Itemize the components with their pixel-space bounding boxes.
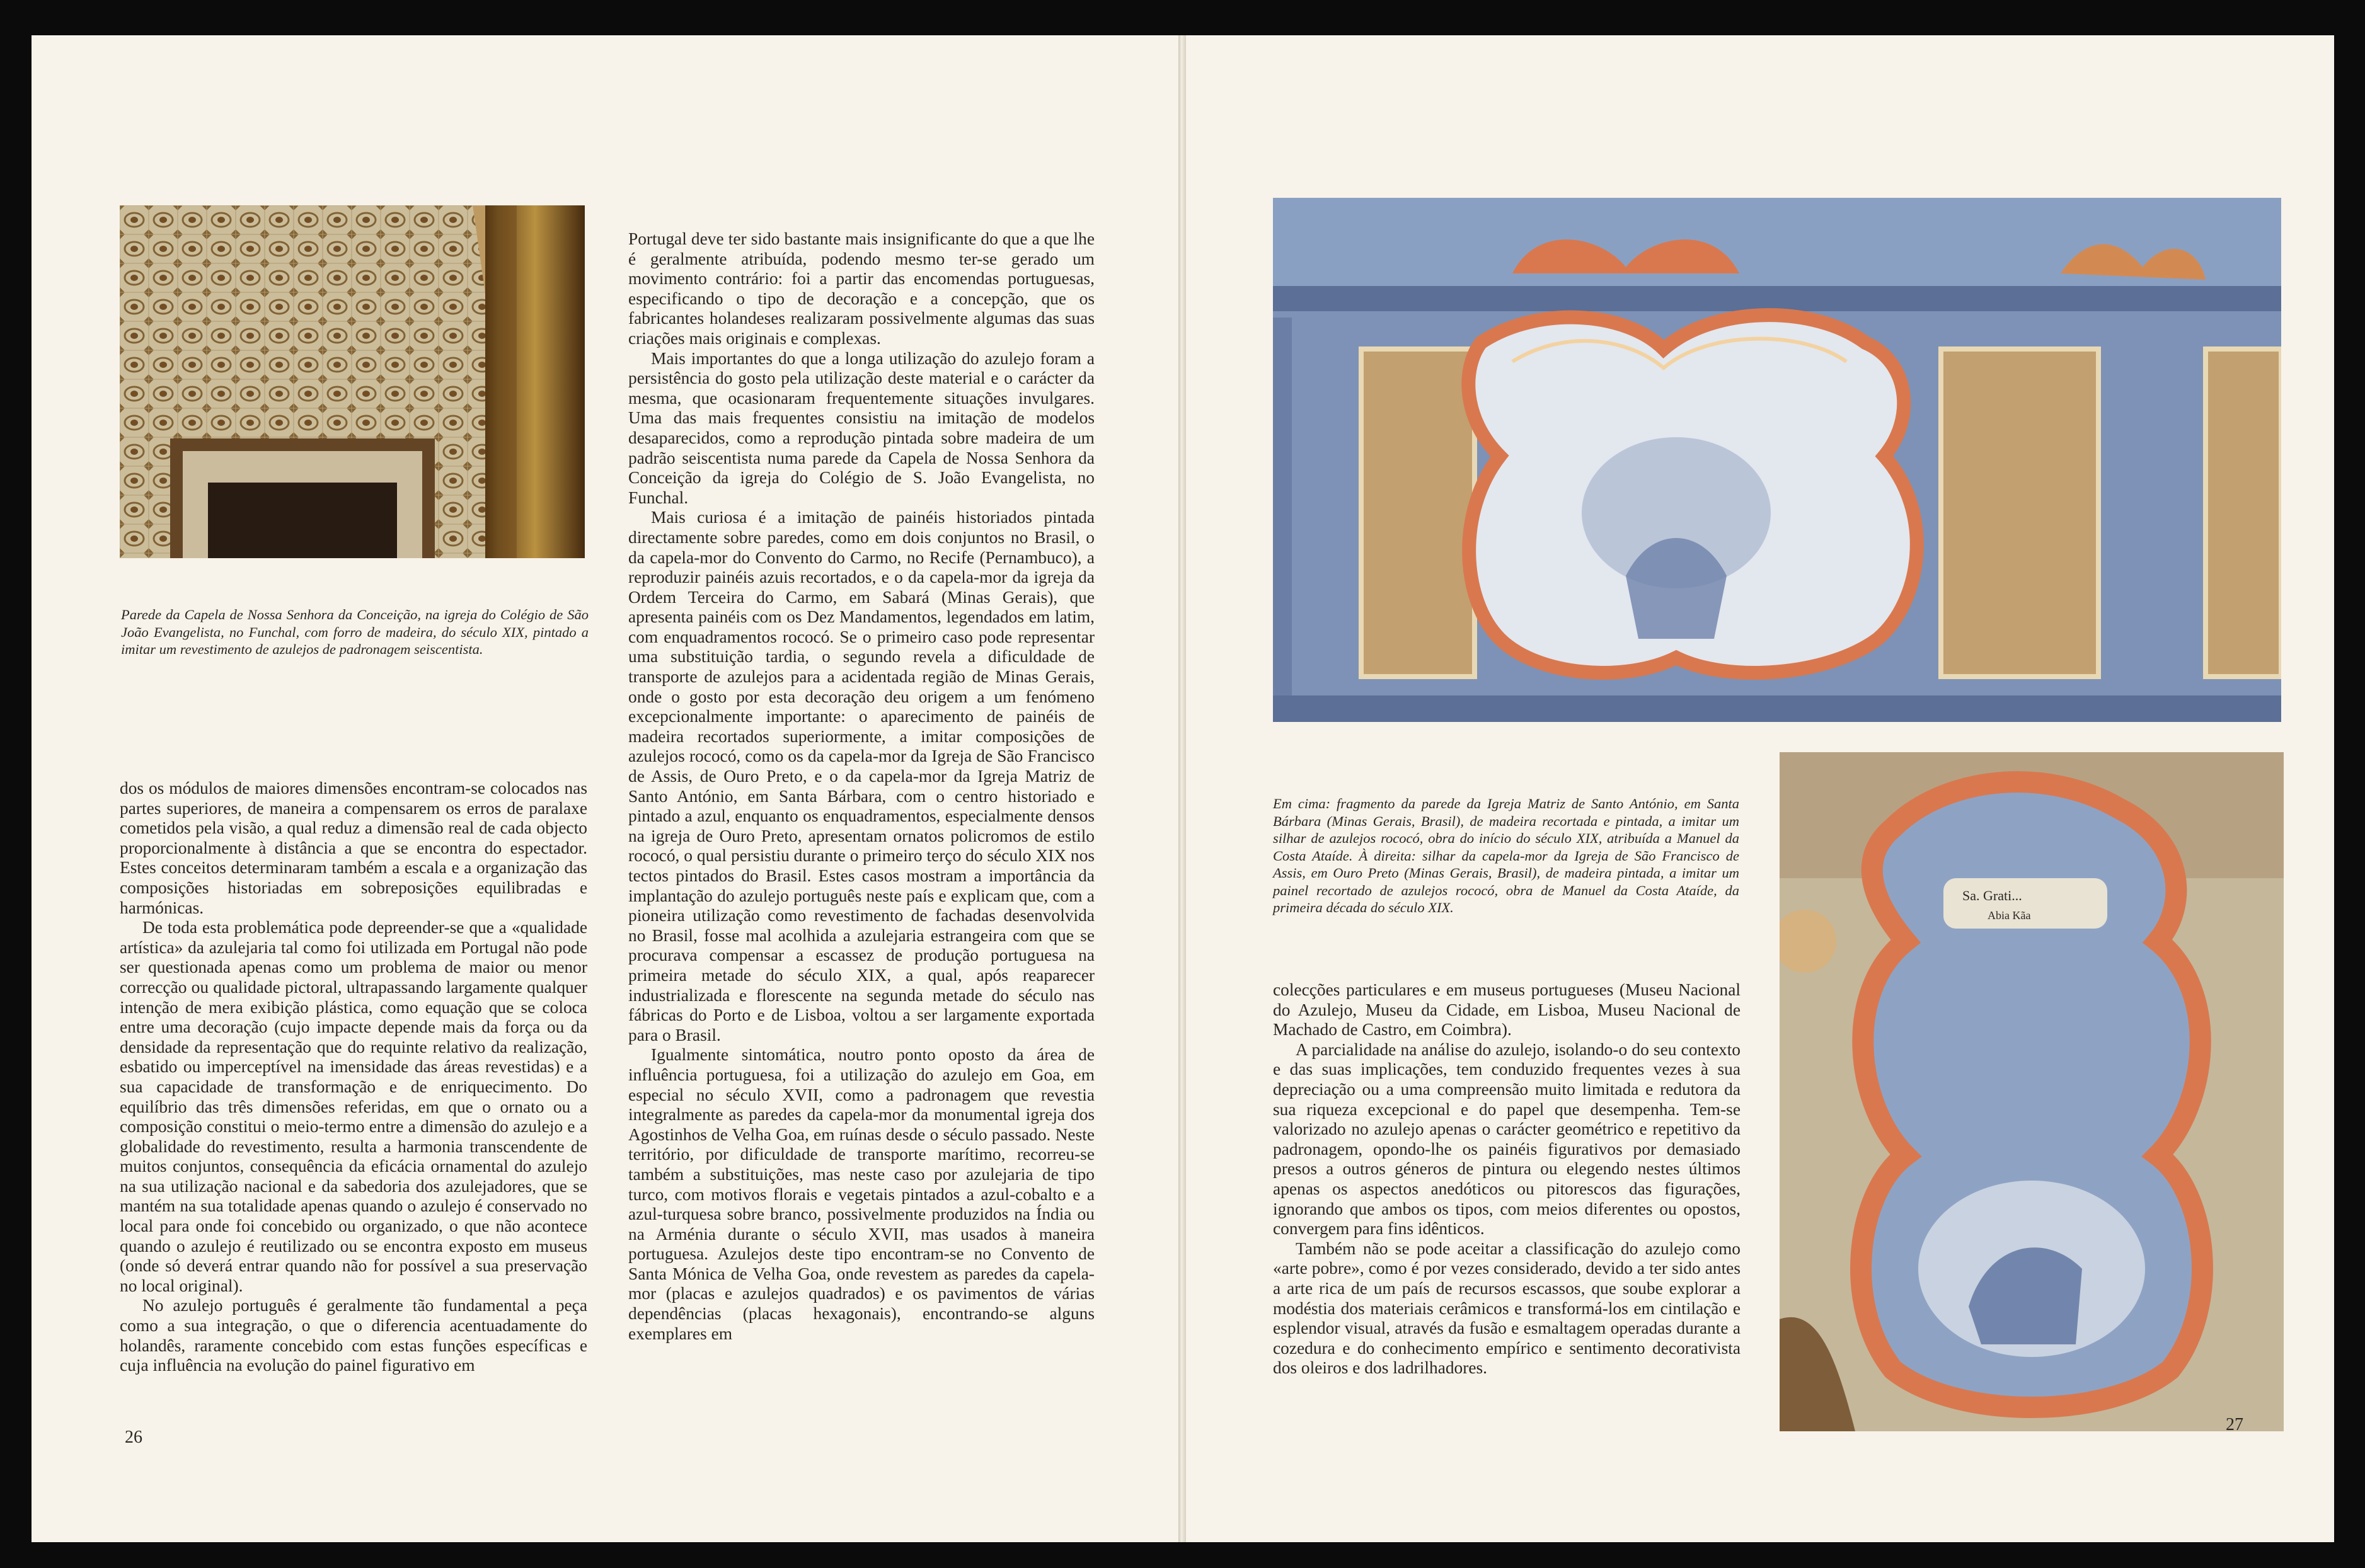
paragraph: Igualmente sintomática, noutro ponto oposto da área de influência portuguesa, foi a utilização do azulejo em Goa, em especial no século XVII, como a padronagem que revestia integralmente as paredes da capela-mor da monumental igreja dos Agostinhos de Velha Goa, em ruínas desde o século passado. Neste território, por dificuldade de transporte marítimo, recorreu-se também a substituições, mas neste caso por azulejaria de tipo turco, com motivos florais e vegetais pintados a azul-cobalto e a azul-turquesa sobre branco, possivelmente produzidos na Índia ou na Arménia durante o século XVII, mas usados à maneira portuguesa. Azulejos deste tipo encontram-se no Convento de Santa Mónica de Velha Goa, onde revestem as paredes da capela-mor (placas e azulejos quadrados) e os pavimentos de várias dependências (placas hexagonais), encontrando-se alguns exemplares em (628, 1045, 1095, 1343)
paragraph: dos os módulos de maiores dimensões encontram-se colocados nas partes superiores, de maneira a compensarem os erros de paralaxe cometidos pela visão, a qual reduz a dimensão real de cada objecto proporcionalmente à distância a que se encontra do espectador. Estes conceitos determinaram também a escala e a organização das composições historiadas em sobreposições equilibradas e harmónicas. (120, 779, 587, 917)
paragraph: Também não se pode aceitar a classificação do azulejo como «arte pobre», como é por vezes considerado, devido a ter sido antes a arte rica de um país de recursos escassos, que soube explorar a modéstia dos materiais cerâmicos e transformá-los em cintilação e esplendor visual, através da fusão e esmaltagem operadas durante a cozedura e do conhecimento empírico e sentimento decorativista dos oleiros e dos ladrilhadores. (1273, 1239, 1741, 1378)
paragraph: colecções particulares e em museus portugueses (Museu Nacional do Azulejo, Museu da Cidade, em Lisboa, Museu Nacional de Machado de Castro, em Coimbra). (1273, 980, 1741, 1039)
page-number-left: 26 (125, 1428, 142, 1447)
right-page (1186, 35, 2334, 1542)
paragraph: A parcialidade na análise do azulejo, isolando-o do seu contexto e das suas implicações, tem conduzido frequentes vezes à sua depreciação ou a uma compreensão muito limitada e redutora da sua riqueza excepcional e do papel que desempenha. Tem-se valorizado no azulejo apenas o carácter geométrico e repetitivo da padronagem, opondo-lhe os painéis figurativos por demasiado presos a outros géneros de pintura ou elegendo nestes últimos apenas os aspectos anedóticos ou pitorescos das figurações, ignorando que ambos os tipos, com meios diferentes ou opostos, convergem para fins idênticos. (1273, 1039, 1741, 1239)
page-number-right: 27 (2226, 1415, 2243, 1434)
paragraph: No azulejo português é geralmente tão fundamental a peça como a sua integração, o que o diferencia acentuadamente do holandês, raramente concebido com estas funções específicas e cuja influência na evolução do painel figurativo em (120, 1296, 587, 1375)
ouro-preto-panel-photo (1780, 752, 2284, 1431)
santa-barbara-wall-photo (1273, 198, 2281, 722)
left-photo-caption: Parede da Capela de Nossa Senhora da Conceição, na igreja do Colégio de São João Evangelista, no Funchal, com forro de madeira, do século XIX, pintado a imitar um revestimento de azulejos de padronagem seiscentista. (121, 607, 589, 657)
paragraph: Portugal deve ter sido bastante mais insignificante do que a que lhe é geralmente atribuída, podendo mesmo ter-se gerado um movimento contrário: foi a partir das encomendas portuguesas, especificando o tipo de decoração e a concepção, que os fabricantes holandeses realizaram possivelmente algumas das suas criações mais originais e complexas. (628, 229, 1095, 348)
inscription-line-1: Sa. Grati... (1962, 888, 2022, 903)
left-column-2 (628, 229, 1095, 1344)
tile-wall-photo (120, 205, 585, 558)
right-column (1273, 980, 1741, 1378)
right-photo-caption: Em cima: fragmento da parede da Igreja Matriz de Santo António, em Santa Bárbara (Minas Gerais, Brasil), de madeira recortada e pintada, a imitar um silhar de azulejos rococó, obra do início do século XIX, atribuída a Manuel da Costa Ataíde. À direita: silhar da capela-mor da Igreja de São Francisco de Assis, em Ouro Preto (Minas Gerais, Brasil), de madeira pintada, a imitar um painel recortado de azulejos rococó, obra de Manuel da Costa Ataíde, da primeira década do século XIX. (1273, 796, 1739, 915)
inscription-line-2: Abia Kãa (1988, 909, 2031, 922)
left-column-1 (120, 779, 587, 1376)
gutter (1178, 35, 1186, 1542)
left-page (32, 35, 1178, 1542)
paragraph: Mais importantes do que a longa utilização do azulejo foram a persistência do gosto pela utilização deste material e o carácter da mesma, que ocasionaram frequentemente situações invulgares. Uma das mais frequentes consistiu na imitação de modelos desaparecidos, como a reprodução pintada sobre madeira de um padrão seiscentista numa parede da Capela de Nossa Senhora da Conceição da igreja do Colégio de S. João Evangelista, no Funchal. (628, 348, 1095, 507)
paragraph: Mais curiosa é a imitação de painéis historiados pintada directamente sobre paredes, como em dois conjuntos no Brasil, o da capela-mor do Convento do Carmo, no Recife (Pernambuco), a reproduzir painéis azuis recortados, e o da capela-mor da igreja da Ordem Terceira do Carmo, em Sabará (Minas Gerais), que apresenta painéis com os Dez Mandamentos, legendados em latim, com enquadramentos rococó. Se o primeiro caso pode representar uma substituição tardia, o segundo revela a dificuldade de transporte de azulejos para a acidentada região de Minas Gerais, onde o gosto por esta decoração deu origem a um fenómeno excepcionalmente importante: o aparecimento de painéis de madeira recortados superiormente, a imitar composições de azulejos rococó, como os da capela-mor da Igreja de São Francisco de Assis, de Ouro Preto, e o da capela-mor da Igreja Matriz de Santo António, em Santa Bárbara, com o centro historiado e pintado a azul, enquanto os enquadramentos, especialmente densos na igreja de Ouro Preto, apresentam ornatos policromos de estilo rococó, o qual persistiu durante o primeiro terço do século XIX nos tectos pintados do Brasil. Estes casos mostram a importância da implantação do azulejo português neste país e explicam que, com a pioneira utilização como revestimento de fachadas desenvolvida no Brasil, fosse mal acolhida a azulejaria estrangeira com que se procurava compensar a escassez de produção portuguesa na primeira metade do século XIX, a qual, após reaparecer industrializada e florescente na segunda metade do século nas fábricas do Porto e de Lisboa, voltou a ser largamente exportada para o Brasil. (628, 508, 1095, 1044)
paragraph: De toda esta problemática pode depreender-se que a «qualidade artística» da azulejaria tal como foi utilizada em Portugal não pode ser questionada apenas como um problema de maior ou menor correcção ou qualidade pictoral, ultrapassando largamente qualquer intenção de mera exibição plástica, como equação que se coloca entre uma decoração (cujo impacte depende mais da força ou da densidade da representação que do requinte relativo da realização, esbatido ou imperceptível na imensidade das áreas revestidas) e a sua capacidade de transformação e de enriquecimento. Do equilíbrio das três dimensões referidas, em que o ornato ou a composição constitui o meio-termo entre a dimensão do azulejo e a globalidade do revestimento, resulta a harmonia transcendente de muitos conjuntos, consequência da eficácia ornamental do azulejo na sua utilização nacional e da sabedoria dos azulejadores, que se mantém na sua totalidade apenas quando o azulejo é conservado no local para onde foi concebido ou organizado, o que não acontece quando o azulejo é reutilizado ou se encontra exposto em museus (onde só deverá entrar quando não for possível a sua preservação no local original). (120, 918, 587, 1295)
